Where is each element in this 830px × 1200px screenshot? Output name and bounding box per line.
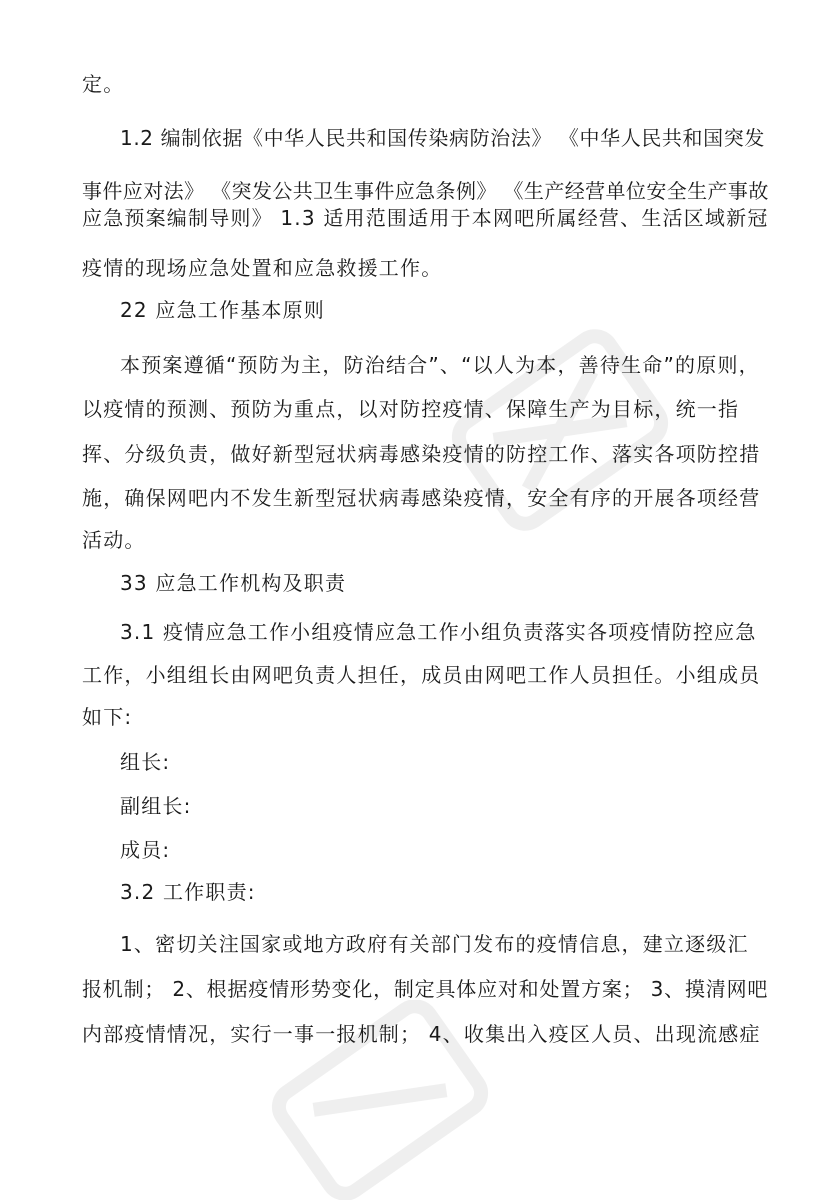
deputy-leader-label: 副组长:: [120, 794, 192, 818]
text-line: 事件应对法》 《突发公共卫生事件应急条例》 《生产经营单位安全生产事故: [82, 179, 769, 203]
text-line: 工作，小组组长由网吧负责人担任，成员由网吧工作人员担任。小组成员: [82, 663, 761, 687]
text-line: 报机制； 2、根据疫情形势变化，制定具体应对和处置方案； 3、摸清网吧: [82, 977, 769, 1001]
text-line: 1.2 编制依据《中华人民共和国传染病防治法》 《中华人民共和国突发: [120, 126, 765, 150]
watermark-logo: [430, 300, 690, 560]
section-heading: 3.2 工作职责:: [120, 880, 256, 904]
members-label: 成员:: [120, 838, 171, 862]
text-line: 如下:: [82, 705, 133, 729]
text-line: 3.1 疫情应急工作小组疫情应急工作小组负责落实各项疫情防控应急: [120, 620, 757, 644]
text-line: 以疫情的预测、预防为重点，以对防控疫情、保障生产为目标，统一指: [82, 397, 740, 421]
text-line: 疫情的现场应急处置和应急救援工作。: [82, 256, 443, 280]
text-line: 本预案遵循“预防为主，防治结合”、“以人为本，善待生命”的原则，: [120, 353, 760, 377]
team-leader-label: 组长:: [120, 750, 171, 774]
text-line: 应急预案编制导则》 1.3 适用范围适用于本网吧所属经营、生活区域新冠: [82, 206, 769, 230]
text-line: 挥、分级负责，做好新型冠状病毒感染疫情的防控工作、落实各项防控措: [82, 442, 761, 466]
section-heading: 33 应急工作机构及职责: [120, 571, 347, 595]
text-line: 活动。: [82, 528, 146, 552]
section-heading: 22 应急工作基本原则: [120, 298, 326, 322]
text-line: 施，确保网吧内不发生新型冠状病毒感染疫情，安全有序的开展各项经营: [82, 486, 761, 510]
text-line: 1、密切关注国家或地方政府有关部门发布的疫情信息，建立逐级汇: [120, 932, 749, 956]
text-line: 内部疫情情况，实行一事一报机制； 4、收集出入疫区人员、出现流感症: [82, 1022, 761, 1046]
text-line: 定。: [82, 72, 125, 96]
